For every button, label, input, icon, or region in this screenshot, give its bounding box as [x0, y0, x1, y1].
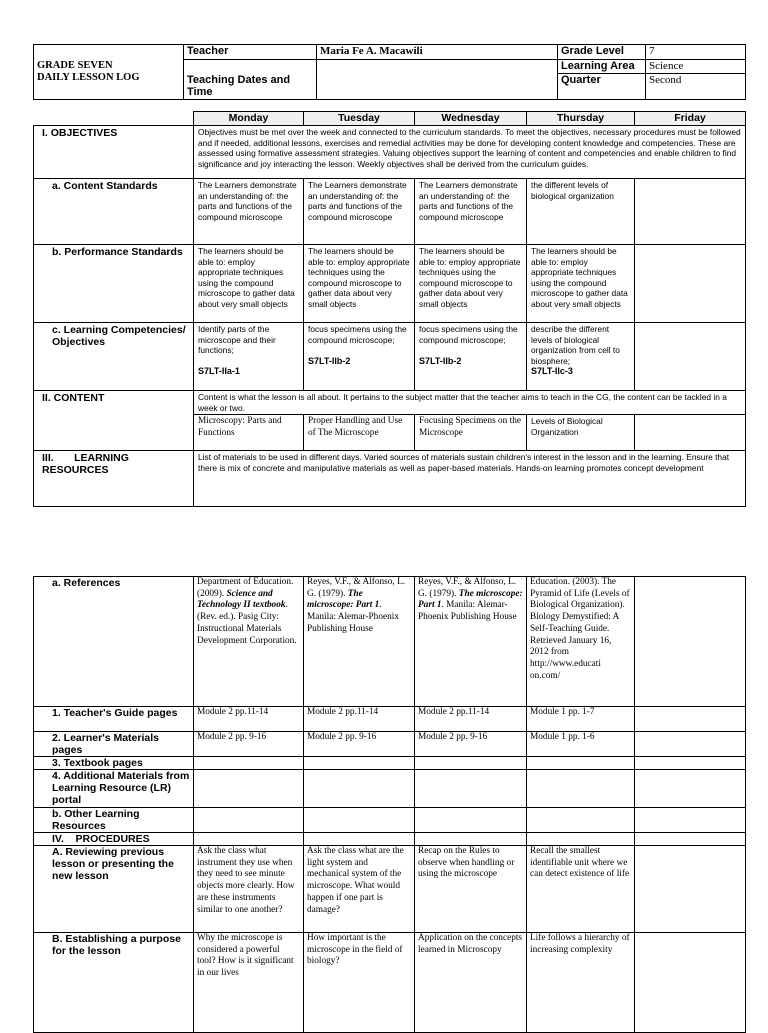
textbook-pages-fri	[635, 757, 746, 770]
grade-title: GRADE SEVEN	[37, 60, 113, 71]
reviewing-lesson-fri	[635, 846, 746, 933]
competency-text: Identify parts of the microscope and their functions;	[198, 324, 276, 356]
ref-title: The microscope: Part 1	[418, 588, 523, 611]
content-standards-fri	[635, 179, 746, 245]
purpose-lesson-tue: How important is the microscope in the field of biology?	[304, 933, 415, 1033]
day-header-monday: Monday	[194, 112, 304, 126]
competencies-fri	[635, 323, 746, 391]
quarter-label: Quarter	[558, 74, 646, 100]
procedures-mon	[194, 833, 304, 846]
competencies-label: c. Learning Competencies/ Objectives	[34, 323, 194, 391]
competency-text: focus specimens using the compound microscope;	[308, 324, 407, 345]
day-header-tuesday: Tuesday	[304, 112, 415, 126]
learners-materials-thu: Module 1 pp. 1-6	[527, 732, 635, 757]
competency-code: S7LT-IIb-2	[419, 355, 462, 366]
teachers-guide-label: 1. Teacher's Guide pages	[34, 707, 194, 732]
purpose-lesson-mon: Why the microscope is considered a powerful tool? How is it significant in our lives	[194, 933, 304, 1033]
teachers-guide-wed: Module 2 pp.11-14	[415, 707, 527, 732]
additional-materials-mon	[194, 770, 304, 808]
additional-materials-thu	[527, 770, 635, 808]
purpose-lesson-fri	[635, 933, 746, 1033]
competency-code: S7LT-IIc-3	[531, 366, 573, 377]
procedures-tue	[304, 833, 415, 846]
reviewing-lesson-tue: Ask the class what are the light system and mechanical system of the microscope. What would happen if one part is damage?	[304, 846, 415, 933]
reviewing-lesson-wed: Recap on the Rules to observe when handling or using the microscope	[415, 846, 527, 933]
other-resources-mon	[194, 808, 304, 833]
lesson-table-2	[33, 576, 746, 1033]
competency-text: describe the different levels of biological organization from cell to biosphere;	[531, 324, 620, 366]
references-fri	[635, 577, 746, 707]
ref-text: Reyes, V.F., & Alfonso, L. G. (1979).	[307, 577, 406, 599]
additional-materials-fri	[635, 770, 746, 808]
ref-title: Science and Technology II textbook	[197, 588, 286, 611]
teacher-label: Teacher	[184, 45, 317, 60]
competency-code: S7LT-IIa-1	[198, 366, 240, 377]
learners-materials-label: 2. Learner's Materials pages	[34, 732, 194, 757]
content-text: Content is what the lesson is all about. It pertains to the subject matter that the teacher aims to teach in the CG, the content can be tackled in a week or two.	[194, 391, 746, 415]
reviewing-lesson-label: A. Reviewing previous lesson or presenting the new lesson	[34, 846, 194, 933]
ref-text: . Manila: Alemar-Phoenix Publishing House	[418, 600, 517, 623]
objectives-label: I. OBJECTIVES	[34, 126, 194, 179]
objectives-text: Objectives must be met over the week and connected to the curriculum standards. To meet the objectives, necessary procedures must be followed and if needed, additional lessons, exercises and remedial activities may be done for developing content knowledge and competencies. These are assessed using formative assessment strategies. Valuing objectives support the learning of content and competencies and enable children to find significance and joy interacting the lesson. Weekly objectives shall be derived from the curriculum guides.	[194, 126, 746, 179]
competencies-tue	[304, 323, 415, 391]
competencies-wed	[415, 323, 527, 391]
procedures-label: IV. PROCEDURES	[34, 833, 194, 846]
content-standards-wed: The Learners demonstrate an understanding of: the parts and functions of the compound microscope	[415, 179, 527, 245]
content-fri	[635, 415, 746, 451]
content-standards-mon: The Learners demonstrate an understanding of: the parts and functions of the compound microscope	[194, 179, 304, 245]
competencies-thu	[527, 323, 635, 391]
other-resources-fri	[635, 808, 746, 833]
content-label: II. CONTENT	[34, 391, 194, 451]
textbook-pages-label: 3. Textbook pages	[34, 757, 194, 770]
content-standards-tue: The Learners demonstrate an understanding of: the parts and functions of the compound microscope	[304, 179, 415, 245]
content-mon: Microscopy: Parts and Functions	[194, 415, 304, 451]
learners-materials-fri	[635, 732, 746, 757]
references-thu: Education. (2003). The Pyramid of Life (Levels of Biological Organization). Biology Demystified: A Self-Teaching Guide. Retrieved January 16, 2012 from http://www.educati on.com/	[527, 577, 635, 707]
purpose-lesson-label: B. Establishing a purpose for the lesson	[34, 933, 194, 1033]
performance-standards-label: b. Performance Standards	[34, 245, 194, 323]
references-label: a. References	[34, 577, 194, 707]
references-tue	[304, 577, 415, 707]
learners-materials-wed: Module 2 pp. 9-16	[415, 732, 527, 757]
textbook-pages-wed	[415, 757, 527, 770]
learning-area-label: Learning Area	[558, 60, 646, 74]
day-header-wednesday: Wednesday	[415, 112, 527, 126]
corner-blank	[34, 112, 194, 126]
log-subtitle: DAILY LESSON LOG	[37, 72, 140, 83]
teachers-guide-tue: Module 2 pp.11-14	[304, 707, 415, 732]
other-resources-thu	[527, 808, 635, 833]
resources-text: List of materials to be used in different days. Varied sources of materials sustain children's interest in the lesson and in the learning. Ensure that there is mix of concrete and manipulative materials as well as paper-based materials. Hands-on learning promotes concept development	[194, 451, 746, 507]
dates-label: Teaching Dates and Time	[184, 60, 317, 100]
content-standards-label: a. Content Standards	[34, 179, 194, 245]
grade-level-label: Grade Level	[558, 45, 646, 60]
performance-standards-thu: The learners should be able to: employ appropriate techniques using the compound microscope to gather data about very small objects	[527, 245, 635, 323]
day-header-friday: Friday	[635, 112, 746, 126]
teacher-name: Maria Fe A. Macawili	[317, 45, 558, 60]
lesson-table-1	[33, 111, 746, 507]
day-header-thursday: Thursday	[527, 112, 635, 126]
content-thu: Levels of Biological Organization	[527, 415, 635, 451]
textbook-pages-mon	[194, 757, 304, 770]
performance-standards-fri	[635, 245, 746, 323]
performance-standards-wed: The learners should be able to: employ appropriate techniques using the compound microscope to gather data about very small objects	[415, 245, 527, 323]
additional-materials-wed	[415, 770, 527, 808]
purpose-lesson-thu: Life follows a hierarchy of increasing complexity	[527, 933, 635, 1033]
textbook-pages-thu	[527, 757, 635, 770]
learning-area-value: Science	[646, 60, 746, 74]
competency-text: focus specimens using the compound microscope;	[419, 324, 518, 345]
reviewing-lesson-thu: Recall the smallest identifiable unit where we can detect existence of life	[527, 846, 635, 933]
other-resources-label: b. Other Learning Resources	[34, 808, 194, 833]
resources-label: III. LEARNING RESOURCES	[34, 451, 194, 507]
teachers-guide-mon: Module 2 pp.11-14	[194, 707, 304, 732]
reviewing-lesson-mon: Ask the class what instrument they use when they need to see minute objects more clearly. How are these instruments similar to one another?	[194, 846, 304, 933]
ref-text: . Manila: Alemar-Phoenix Publishing House	[307, 600, 399, 634]
log-title	[34, 45, 184, 100]
procedures-thu	[527, 833, 635, 846]
additional-materials-label: 4. Additional Materials from Learning Resource (LR) portal	[34, 770, 194, 808]
ref-text: . (Rev. ed.). Pasig City: Instructional Materials Development Corporation.	[197, 600, 297, 646]
header-table	[33, 44, 746, 100]
learners-materials-tue: Module 2 pp. 9-16	[304, 732, 415, 757]
other-resources-wed	[415, 808, 527, 833]
grade-level-value: 7	[646, 45, 746, 60]
content-tue: Proper Handling and Use of The Microscope	[304, 415, 415, 451]
performance-standards-mon: The learners should be able to: employ appropriate techniques using the compound microscope to gather data about very small objects	[194, 245, 304, 323]
ref-text: Reyes, V.F., & Alfonso, L. G. (1979).	[418, 577, 517, 599]
additional-materials-tue	[304, 770, 415, 808]
performance-standards-tue: The learners should be able to: employ appropriate techniques using the compound microscope to gather data about very small objects	[304, 245, 415, 323]
learners-materials-mon: Module 2 pp. 9-16	[194, 732, 304, 757]
references-mon	[194, 577, 304, 707]
teachers-guide-thu: Module 1 pp. 1-7	[527, 707, 635, 732]
dates-value	[317, 60, 558, 100]
content-wed: Focusing Specimens on the Microscope	[415, 415, 527, 451]
competency-code: S7LT-IIb-2	[308, 355, 351, 366]
other-resources-tue	[304, 808, 415, 833]
purpose-lesson-wed: Application on the concepts learned in Microscopy	[415, 933, 527, 1033]
content-standards-thu: the different levels of biological organization	[527, 179, 635, 245]
references-wed	[415, 577, 527, 707]
ref-title: The microscope: Part 1	[307, 588, 380, 611]
quarter-value: Second	[646, 74, 746, 100]
procedures-wed	[415, 833, 527, 846]
competencies-mon	[194, 323, 304, 391]
teachers-guide-fri	[635, 707, 746, 732]
textbook-pages-tue	[304, 757, 415, 770]
procedures-fri	[635, 833, 746, 846]
ref-text: Department of Education. (2009).	[197, 577, 294, 599]
